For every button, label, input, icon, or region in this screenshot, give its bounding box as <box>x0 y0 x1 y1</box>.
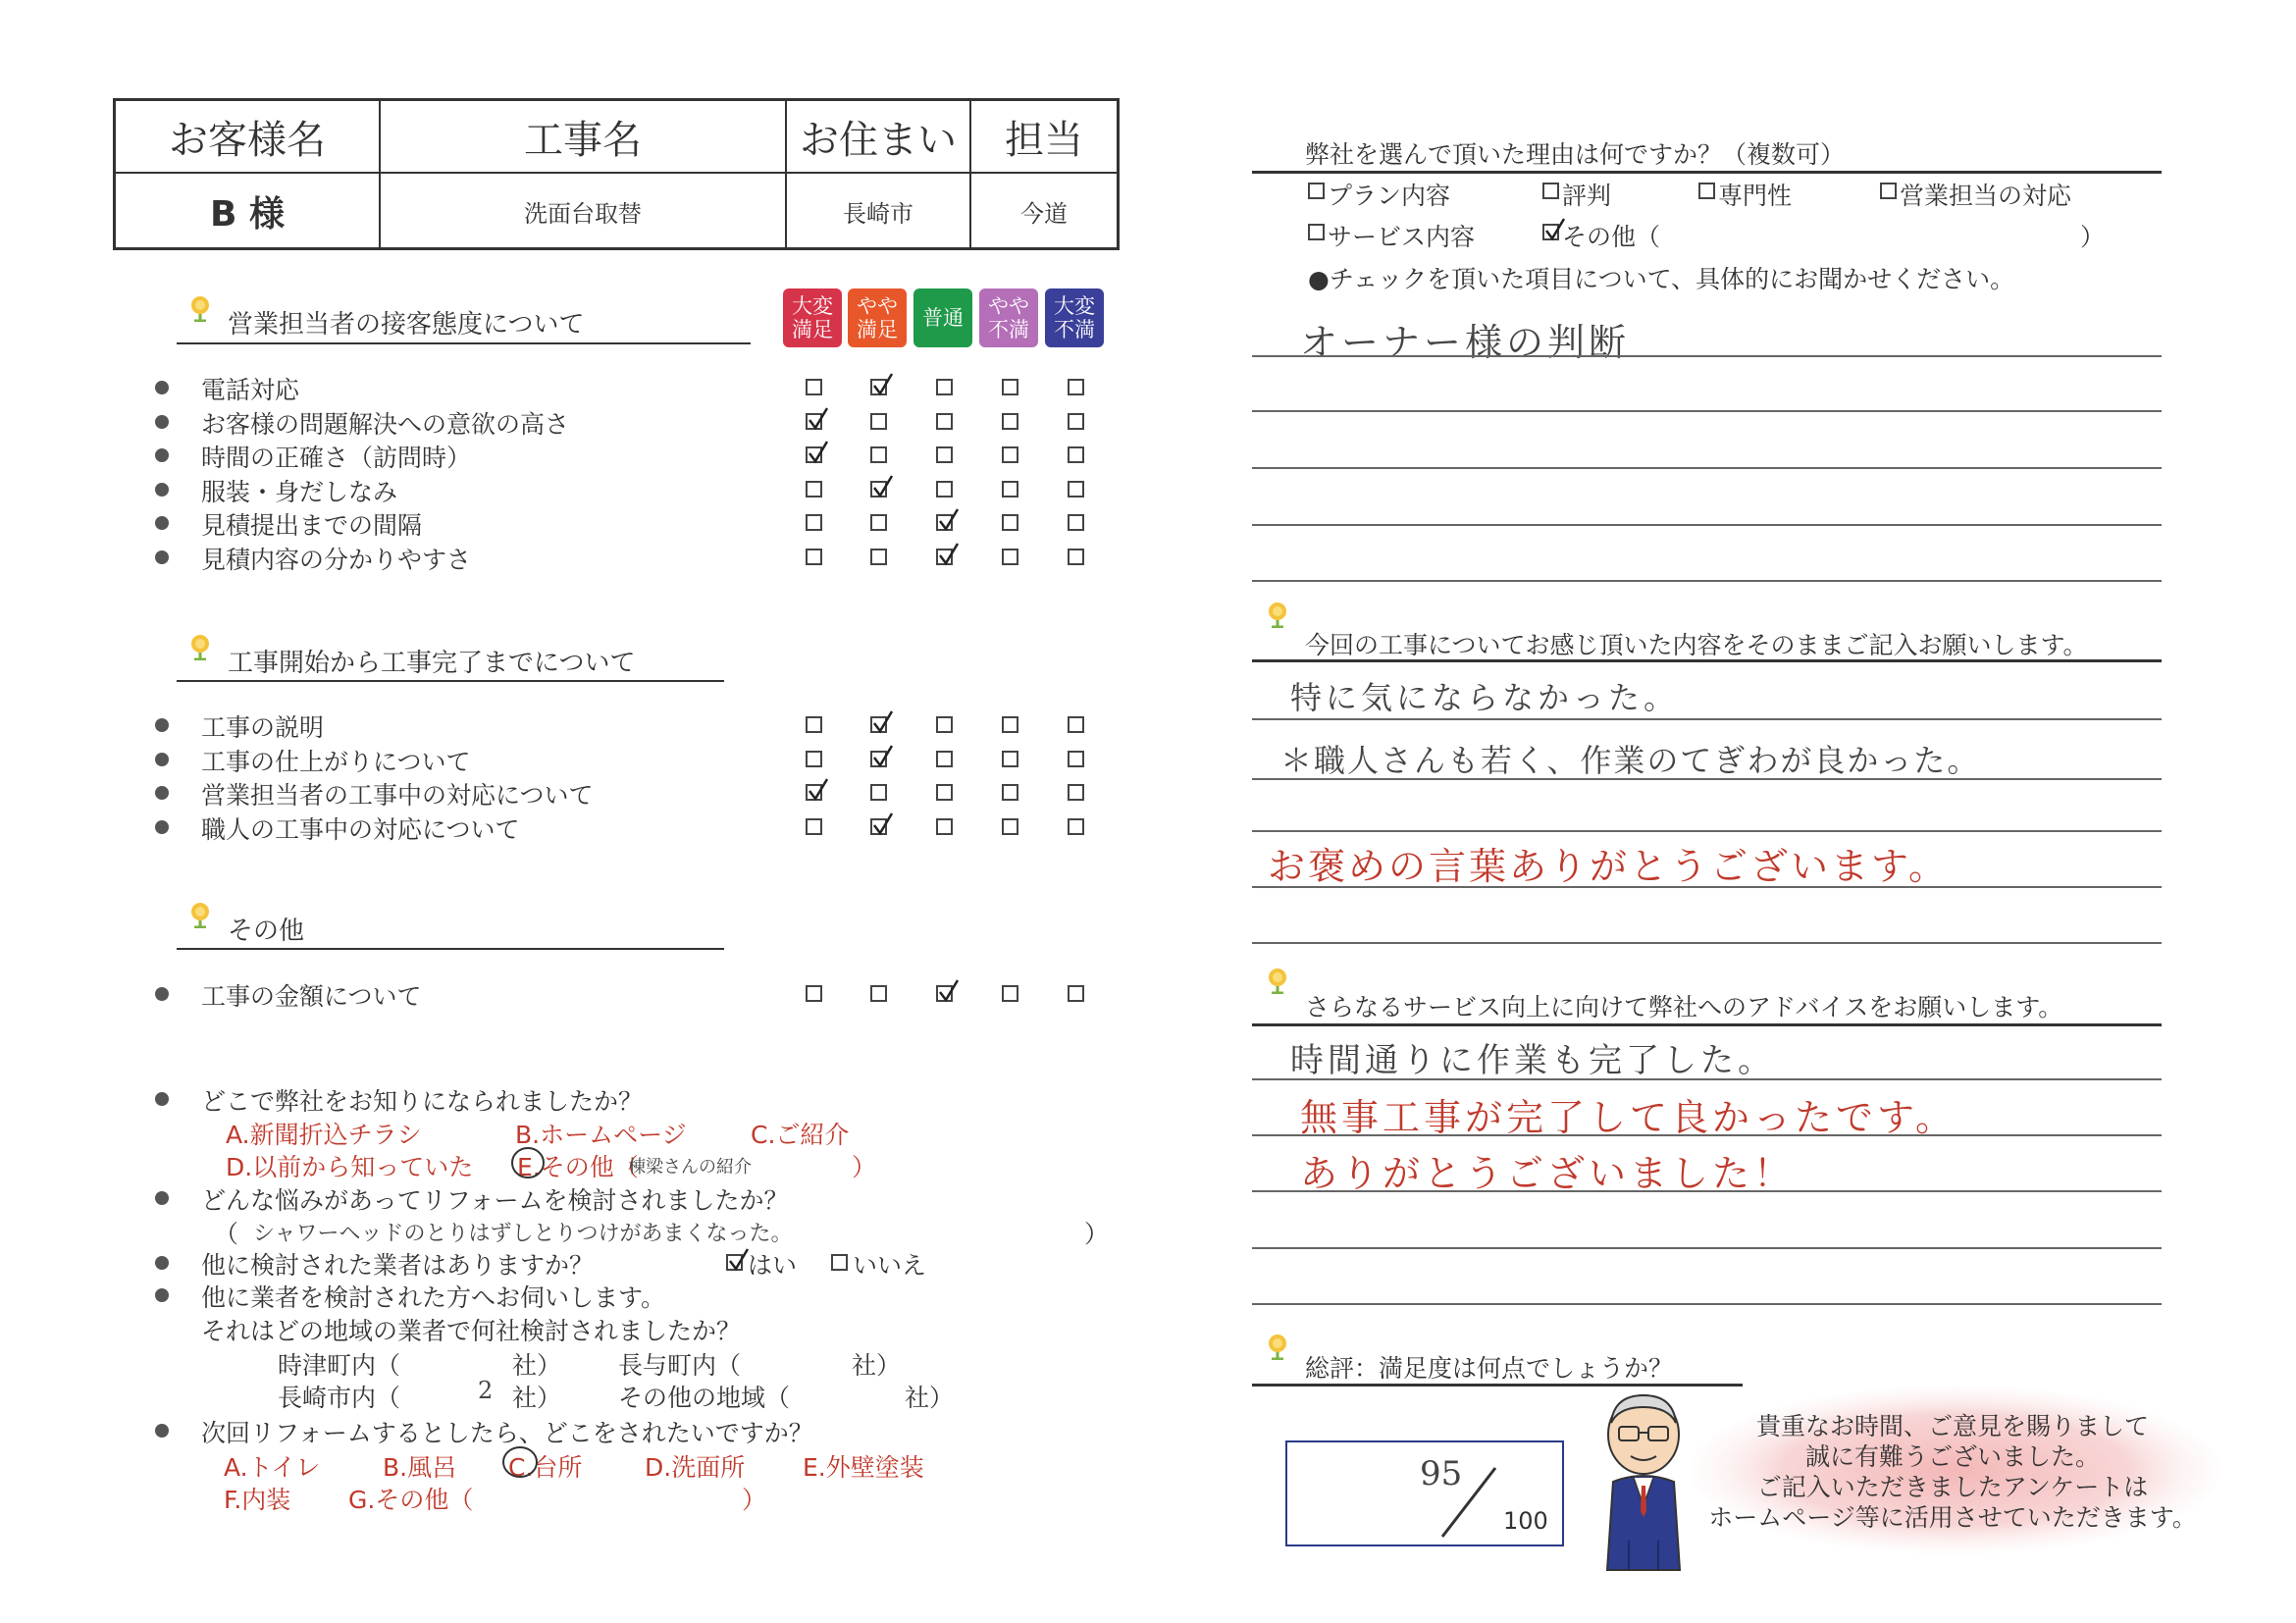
section2-rating-checkbox[interactable] <box>806 784 822 801</box>
section1-item-label: お客様の問題解決への意欲の高さ <box>201 409 570 439</box>
reason-detail-prompt: ●チェックを頂いた項目について、具体的にお聞かせください。 <box>1308 265 2015 293</box>
section2-rating-checkbox[interactable] <box>870 784 887 801</box>
section2-underline <box>177 680 724 682</box>
slash-mark-icon <box>1435 1464 1503 1543</box>
section2-rating-checkbox[interactable] <box>1002 716 1018 733</box>
thanks-line1: 貴重なお時間、ご意見を賜りまして <box>1755 1412 2149 1440</box>
bullet-dot <box>155 1092 169 1106</box>
section3-rating-checkbox[interactable] <box>936 985 953 1002</box>
section1-rating-checkbox[interactable] <box>1002 379 1018 395</box>
section2-rating-checkbox[interactable] <box>806 818 822 835</box>
section2-rating-checkbox[interactable] <box>870 751 887 767</box>
section1-title: 営業担当者の接客態度について <box>228 310 585 340</box>
q-area-question: 他に業者を検討された方へお伺いします。 <box>201 1283 666 1312</box>
circle-mark-icon <box>508 1144 548 1181</box>
q-know-other-answer: 棟梁さんの紹介 <box>628 1157 752 1178</box>
section2-item-label: 職人の工事中の対応について <box>201 814 520 844</box>
q-other-company-no-checkbox[interactable] <box>831 1254 848 1271</box>
header-table <box>113 98 1120 250</box>
advice-underline <box>1252 1023 2162 1026</box>
section3-underline <box>177 948 724 950</box>
section1-rating-checkbox[interactable] <box>870 549 887 565</box>
section2-rating-checkbox[interactable] <box>1002 784 1018 801</box>
section1-rating-checkbox[interactable] <box>1068 413 1084 430</box>
section1-rating-checkbox[interactable] <box>806 481 822 497</box>
section1-rating-checkbox[interactable] <box>936 481 953 497</box>
section1-rating-checkbox[interactable] <box>806 514 822 531</box>
bullet-dot <box>155 753 169 766</box>
rating-badge-line2: 不満 <box>988 318 1029 341</box>
impression-underline <box>1252 659 2162 662</box>
score-box <box>1285 1440 1564 1546</box>
bullet-dot <box>155 483 169 497</box>
reason-plan-checkbox[interactable] <box>1308 183 1325 199</box>
ruled-line <box>1252 1078 2162 1080</box>
q-area-nagayo-end: 社） <box>852 1351 902 1380</box>
advice-line3: ありがとうございました！ <box>1300 1152 1796 1195</box>
ruled-line <box>1252 718 2162 720</box>
section1-rating-checkbox[interactable] <box>870 413 887 430</box>
q-other-company-yes-label: はい <box>748 1251 798 1280</box>
bullet-dot <box>155 448 169 462</box>
section2-rating-checkbox[interactable] <box>1002 818 1018 835</box>
q-know-option-b: B.ホームページ <box>515 1121 687 1149</box>
section1-rating-checkbox[interactable] <box>936 549 953 565</box>
section2-rating-checkbox[interactable] <box>870 716 887 733</box>
flower-icon <box>1264 1333 1291 1360</box>
section1-item-label: 時間の正確さ（訪問時） <box>201 444 472 472</box>
ruled-line <box>1252 467 2162 469</box>
section1-rating-checkbox[interactable] <box>1002 446 1018 463</box>
score-value: 95 <box>1420 1454 1463 1493</box>
reason-service-label: サービス内容 <box>1328 223 1476 251</box>
reason-expertise-label: 専門性 <box>1718 182 1793 210</box>
rating-badge-line2: 満足 <box>792 318 833 341</box>
thanks-line2: 誠に有難うございました。 <box>1804 1442 2100 1471</box>
reason-sales-checkbox[interactable] <box>1880 183 1897 199</box>
section1-rating-checkbox[interactable] <box>1002 549 1018 565</box>
advice-line2: 無事工事が完了して良かったです。 <box>1300 1096 1957 1139</box>
section1-rating-checkbox[interactable] <box>936 379 953 395</box>
rating-badge-line2: 不満 <box>1054 318 1095 341</box>
q-know-question: どこで弊社をお知りになられましたか？ <box>201 1087 644 1116</box>
section1-rating-checkbox[interactable] <box>806 446 822 463</box>
q-trouble-answer: シャワーヘッドのとりはずしとりつけがあまくなった。 <box>253 1222 793 1246</box>
ruled-line <box>1252 886 2162 888</box>
q-other-company-no-label: いいえ <box>853 1251 927 1280</box>
staff-value: 今道 <box>1020 199 1068 228</box>
section1-underline <box>177 342 751 344</box>
reason-sales-label: 営業担当の対応 <box>1900 182 2072 210</box>
reason-answer: オーナー様の判断 <box>1300 321 1631 364</box>
q-next-option-g: G.その他（ <box>348 1486 474 1514</box>
section1-rating-checkbox[interactable] <box>1068 446 1084 463</box>
q-know-option-a: A.新聞折込チラシ <box>226 1121 422 1149</box>
flower-icon <box>186 633 214 660</box>
q-know-option-e: E.その他（ <box>517 1153 639 1181</box>
reason-service-checkbox[interactable] <box>1308 224 1325 240</box>
q-area-nagasaki: 長崎市内（ <box>278 1384 401 1412</box>
q-other-company-question: 他に検討された業者はありますか？ <box>201 1251 595 1280</box>
section1-rating-checkbox[interactable] <box>1068 514 1084 531</box>
q-area-other-end: 社） <box>905 1384 955 1412</box>
residence-value: 長崎市 <box>787 174 971 248</box>
section2-title: 工事開始から工事完了までについて <box>228 649 636 678</box>
q-next-option-a: A.トイレ <box>224 1453 321 1482</box>
section1-rating-checkbox[interactable] <box>936 446 953 463</box>
bullet-dot <box>155 1256 169 1270</box>
impression-line2: ＊職人さんも若く、作業のてぎわが良かった。 <box>1280 742 1981 779</box>
q-next-option-c: C.台所 <box>508 1453 583 1482</box>
section1-item-label: 電話対応 <box>201 376 300 404</box>
thanks-line4: ホームページ等に活用させていただきます。 <box>1708 1503 2197 1532</box>
q-know-option-d: D.以前から知っていた <box>226 1153 474 1181</box>
section1-rating-checkbox[interactable] <box>806 413 822 430</box>
bullet-dot <box>155 550 169 564</box>
thanks-message <box>1697 1411 2208 1533</box>
ruled-line <box>1252 580 2162 582</box>
section2-item-label: 工事の説明 <box>201 713 325 742</box>
rating-badge-line1: 普通 <box>922 306 964 330</box>
section2-item-label: 営業担当者の工事中の対応について <box>201 781 594 810</box>
section2-rating-checkbox[interactable] <box>936 716 953 733</box>
circle-mark-icon <box>498 1442 542 1482</box>
section3-title: その他 <box>228 916 305 946</box>
impression-reply: お褒めの言葉ありがとうございます。 <box>1268 845 1949 888</box>
bullet-dot <box>155 381 169 394</box>
reason-other-checkbox[interactable] <box>1542 224 1559 240</box>
section2-rating-checkbox[interactable] <box>806 751 822 767</box>
section1-rating-checkbox[interactable] <box>1002 481 1018 497</box>
section2-rating-checkbox[interactable] <box>1068 751 1084 767</box>
section1-rating-checkbox[interactable] <box>870 446 887 463</box>
rating-badge-3 <box>979 288 1038 347</box>
section1-rating-checkbox[interactable] <box>806 379 822 395</box>
bullet-dot <box>155 786 169 800</box>
section1-rating-checkbox[interactable] <box>870 481 887 497</box>
section1-rating-checkbox[interactable] <box>1068 481 1084 497</box>
q-next-option-b: B.風呂 <box>383 1453 457 1482</box>
rating-badge-line1: 大変 <box>792 294 833 318</box>
section3-rating-checkbox[interactable] <box>1068 985 1084 1002</box>
score-title: 総評：満足度は何点でしょうか？ <box>1305 1354 1674 1383</box>
section2-rating-checkbox[interactable] <box>1068 818 1084 835</box>
q-next-question: 次回リフォームするとしたら、どこをされたいですか？ <box>201 1419 813 1447</box>
q-know-close-paren: ） <box>852 1153 877 1181</box>
q-area-tokitsu-end: 社） <box>512 1351 562 1380</box>
header-col-customer: お客様名 <box>116 101 381 172</box>
section1-rating-checkbox[interactable] <box>936 413 953 430</box>
impression-line1: 特に気にならなかった。 <box>1290 679 1680 716</box>
q-other-company-yes-checkbox[interactable] <box>726 1254 743 1271</box>
reason-reputation-label: 評判 <box>1562 182 1612 210</box>
section3-item-label: 工事の金額について <box>201 982 422 1011</box>
header-col-staff: 担当 <box>1005 117 1083 163</box>
ruled-line <box>1252 1190 2162 1192</box>
section1-rating-checkbox[interactable] <box>1002 514 1018 531</box>
q-area-nagasaki-count: 2 <box>478 1377 494 1404</box>
q-area-tokitsu: 時津町内（ <box>278 1351 401 1380</box>
ruled-line <box>1252 1303 2162 1305</box>
advice-line1: 時間通りに作業も完了した。 <box>1290 1041 1775 1080</box>
section1-rating-checkbox[interactable] <box>1068 549 1084 565</box>
q-trouble-question: どんな悩みがあってリフォームを検討されましたか？ <box>201 1186 789 1215</box>
q-area-nagayo: 長与町内（ <box>618 1351 742 1380</box>
rating-badge-1 <box>848 288 907 347</box>
ruled-line <box>1252 1247 2162 1249</box>
section1-rating-checkbox[interactable] <box>936 514 953 531</box>
q-next-option-e: E.外壁塗装 <box>803 1453 924 1482</box>
section1-item-label: 見積提出までの間隔 <box>201 511 423 540</box>
section2-rating-checkbox[interactable] <box>1002 751 1018 767</box>
rating-badge-0 <box>783 288 842 347</box>
reason-other-close-paren: ） <box>2080 223 2106 251</box>
section1-rating-checkbox[interactable] <box>870 379 887 395</box>
score-max: 100 <box>1503 1507 1548 1535</box>
q-next-option-g-close: ） <box>742 1486 767 1514</box>
bullet-dot <box>155 718 169 732</box>
header-col-work: 工事名 <box>381 101 787 172</box>
section2-rating-checkbox[interactable] <box>1068 716 1084 733</box>
section3-rating-checkbox[interactable] <box>1002 985 1018 1002</box>
section1-rating-checkbox[interactable] <box>1002 413 1018 430</box>
q-trouble-open-paren: （ <box>214 1220 239 1248</box>
section2-rating-checkbox[interactable] <box>1068 784 1084 801</box>
q-area-question2: それはどの地域の業者で何社検討されましたか？ <box>201 1317 742 1345</box>
flower-icon <box>1264 967 1291 994</box>
section2-rating-checkbox[interactable] <box>936 751 953 767</box>
bullet-dot <box>155 516 169 530</box>
flower-icon <box>186 294 214 322</box>
section1-rating-checkbox[interactable] <box>806 549 822 565</box>
section1-rating-checkbox[interactable] <box>870 514 887 531</box>
section3-rating-checkbox[interactable] <box>806 985 822 1002</box>
ruled-line <box>1252 355 2162 357</box>
q-trouble-close-paren: ） <box>1084 1220 1110 1248</box>
bullet-dot <box>155 820 169 834</box>
bullet-dot <box>155 1424 169 1438</box>
reason-reputation-checkbox[interactable] <box>1542 183 1559 199</box>
advice-title: さらなるサービス向上に向けて弊社へのアドバイスをお願いします。 <box>1305 993 2063 1021</box>
flower-icon <box>1264 601 1291 628</box>
ruled-line <box>1252 524 2162 526</box>
section1-rating-checkbox[interactable] <box>1068 379 1084 395</box>
section1-item-label: 見積内容の分かりやすさ <box>201 545 472 574</box>
reason-plan-label: プラン内容 <box>1328 182 1451 210</box>
ruled-line <box>1252 1134 2162 1136</box>
section3-rating-checkbox[interactable] <box>870 985 887 1002</box>
q-know-option-c: C.ご紹介 <box>751 1121 850 1149</box>
bullet-dot <box>155 1191 169 1205</box>
section2-rating-checkbox[interactable] <box>936 818 953 835</box>
q-next-option-f: F.内装 <box>224 1486 291 1514</box>
rating-badge-line1: やや <box>857 294 898 318</box>
ruled-line <box>1252 410 2162 412</box>
flower-icon <box>186 901 214 928</box>
reason-underline <box>1252 171 2162 174</box>
customer-name: B 様 <box>116 174 381 248</box>
rating-badge-2 <box>913 288 972 347</box>
thanks-line3: ご記入いただきましたアンケートは <box>1756 1473 2149 1501</box>
ruled-line <box>1252 778 2162 780</box>
rating-badge-4 <box>1045 288 1104 347</box>
q-area-other: その他の地域（ <box>618 1384 791 1412</box>
section1-item-label: 服装・身だしなみ <box>201 477 398 506</box>
section2-item-label: 工事の仕上がりについて <box>201 747 471 776</box>
mascot-illustration <box>1590 1384 1697 1580</box>
bullet-dot <box>155 415 169 429</box>
header-col-residence: お住まい <box>787 101 971 172</box>
impression-title: 今回の工事についてお感じ頂いた内容をそのままご記入お願いします。 <box>1305 631 2088 659</box>
section2-rating-checkbox[interactable] <box>806 716 822 733</box>
ruled-line <box>1252 830 2162 832</box>
rating-badge-line1: 大変 <box>1054 294 1095 318</box>
reason-other-label: その他（ <box>1562 223 1661 251</box>
work-name: 洗面台取替 <box>381 174 787 248</box>
ruled-line <box>1252 942 2162 944</box>
bullet-dot <box>155 1288 169 1302</box>
q-next-option-d: D.洗面所 <box>645 1453 746 1482</box>
bullet-dot <box>155 987 169 1001</box>
q-area-nagasaki-end: 社） <box>512 1384 562 1412</box>
rating-badge-line2: 満足 <box>857 318 898 341</box>
reason-expertise-checkbox[interactable] <box>1698 183 1715 199</box>
section2-rating-checkbox[interactable] <box>936 784 953 801</box>
section2-rating-checkbox[interactable] <box>870 818 887 835</box>
reason-question: 弊社を選んで頂いた理由は何ですか？（複数可） <box>1305 140 1846 169</box>
rating-badge-line1: やや <box>988 294 1029 318</box>
